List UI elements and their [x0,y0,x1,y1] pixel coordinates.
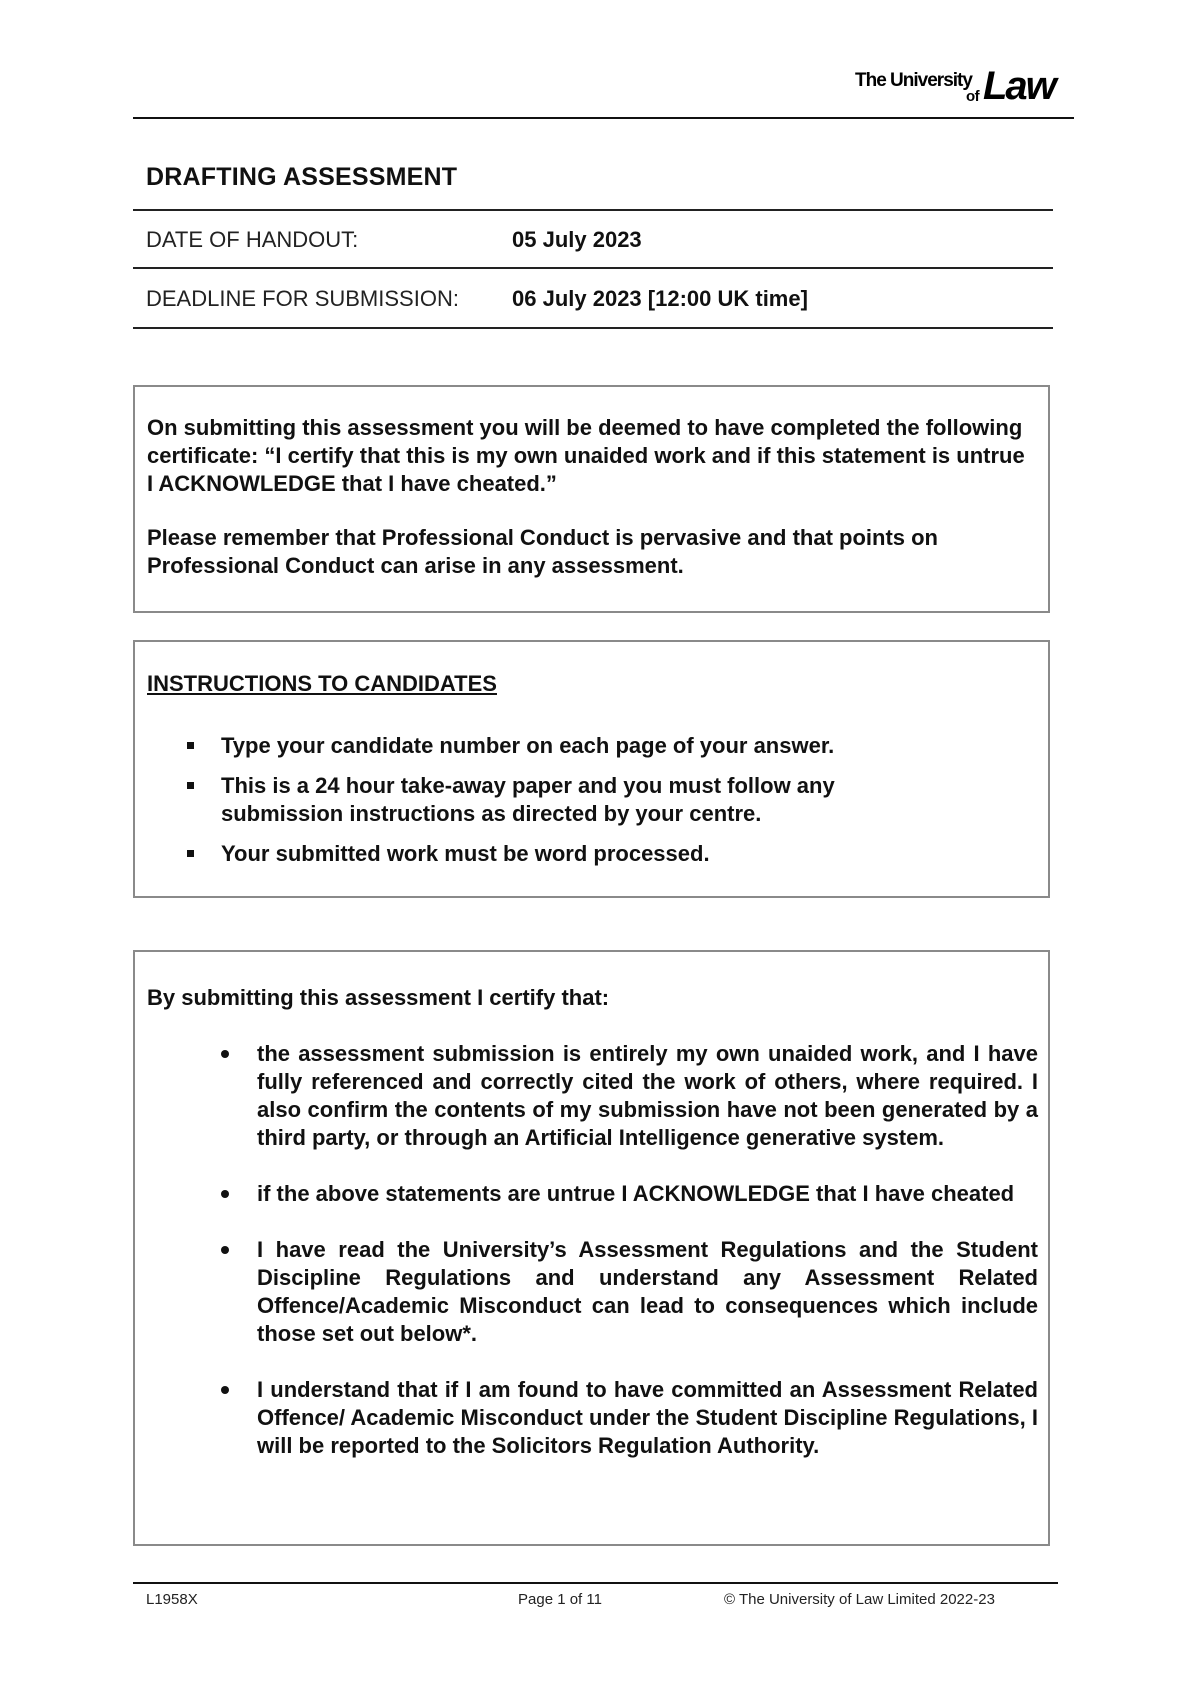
instruction-item [147,772,921,828]
logo-text-of: of [966,88,980,105]
round-bullet-icon [221,1050,229,1058]
document-title: DRAFTING ASSESSMENT [146,163,458,191]
professional-conduct-note: Please remember that Professional Conduct is pervasive and that points on Professional Conduct can arise in any assessment. [147,525,938,578]
round-bullet-icon [221,1386,229,1394]
university-logo [855,66,1065,110]
deadline-label: DEADLINE FOR SUBMISSION: [146,286,459,311]
document-code: L1958X [146,1591,198,1608]
footer-rule [133,1582,1058,1584]
declaration-text: the assessment submission is entirely my own unaided work, and I have fully referenced and correctly cited the work of others, where required. I also confirm the contents of my submission have not been generated by a third party, or through an Artificial Intelligence generative system. [257,1041,1038,1150]
certificate-statement: On submitting this assessment you will be deemed to have completed the following certificate: “I certify that this is my own unaided work and if this statement is untrue I ACKNOWLEDGE that I have cheated.” [147,415,1025,496]
deadline-value: 06 July 2023 [12:00 UK time] [512,286,808,311]
instructions-list [147,732,1036,868]
title-divider [133,209,1053,211]
instruction-item [147,732,921,760]
square-bullet-icon [187,782,194,789]
declaration-text: if the above statements are untrue I ACKNOWLEDGE that I have cheated [257,1181,1015,1206]
instructions-box [133,640,1050,898]
field-divider [133,267,1053,269]
handout-date-value: 05 July 2023 [512,227,642,252]
declaration-item [147,1376,1038,1460]
handout-date-label: DATE OF HANDOUT: [146,227,359,252]
instruction-item [147,840,921,868]
declaration-text: I have read the University’s Assessment Regulations and the Student Discipline Regulations and understand any Assessment Related Offence/Academic Misconduct can lead to consequences which include those set out below*. [257,1237,1038,1346]
instructions-heading: INSTRUCTIONS TO CANDIDATES [147,671,497,696]
square-bullet-icon [187,850,194,857]
square-bullet-icon [187,742,194,749]
logo-text-university: The University [855,70,972,91]
round-bullet-icon [221,1246,229,1254]
logo-text-law: Law [983,64,1055,108]
declaration-item [147,1040,1038,1152]
declaration-text: I understand that if I am found to have committed an Assessment Related Offence/ Academic Misconduct under the Student Discipline Regulations, I will be reported to the Solicitors Regulation Authority. [257,1377,1038,1458]
instruction-text: Your submitted work must be word processed. [221,841,710,866]
declaration-list [147,1040,1036,1460]
instruction-text: This is a 24 hour take-away paper and you must follow any submission instructions as directed by your centre. [221,773,835,826]
field-divider [133,327,1053,329]
declaration-item [147,1236,1038,1348]
page-number: Page 1 of 11 [518,1591,602,1608]
round-bullet-icon [221,1190,229,1198]
declaration-item [147,1180,1038,1208]
instruction-text: Type your candidate number on each page of your answer. [221,733,835,758]
declaration-box [133,950,1050,1546]
declaration-intro: By submitting this assessment I certify that: [147,985,610,1010]
header-rule [133,117,1074,119]
certificate-notice-box [133,385,1050,613]
copyright-notice: © The University of Law Limited 2022-23 [724,1591,995,1608]
